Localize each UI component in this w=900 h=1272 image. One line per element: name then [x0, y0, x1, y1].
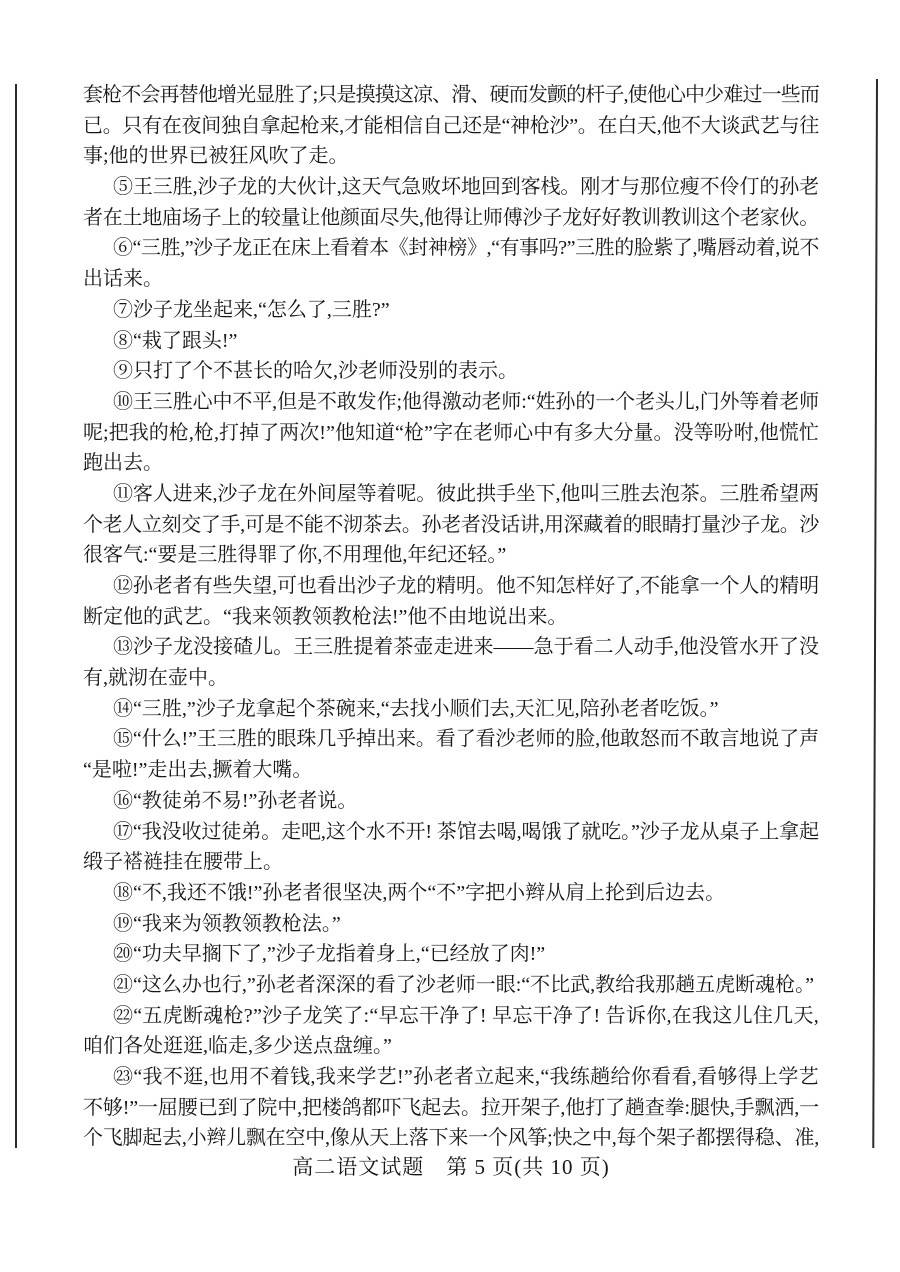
passage-line: ⑯“教徒弟不易!”孙老者说。 — [113, 789, 358, 812]
passage-line: 呢;把我的枪,枪,打掉了两次!”他知道“枪”字在老师心中有多大分量。没等吩咐,他慌忙 — [83, 421, 819, 444]
passage-line: 事;他的世界已被狂风吹了走。 — [83, 145, 349, 168]
passage-line: 不够!”一屈腰已到了院中,把楼鸽都吓飞起去。拉开架子,他打了趟查拳:腿快,手飘洒,一 — [83, 1096, 819, 1119]
passage-line: ⑦沙子龙坐起来,“怎么了,三胜?” — [113, 298, 390, 321]
passage-line: ⑧“栽了跟头!” — [113, 329, 238, 352]
passage-line: 个老人立刻交了手,可是不能不沏茶去。孙老者没话讲,用深藏着的眼睛打量沙子龙。沙 — [83, 513, 819, 536]
page-footer: 高二语文试题 第 5 页(共 10 页) — [292, 1155, 610, 1179]
passage-line: 者在土地庙场子上的较量让他颜面尽失,他得让师傅沙子龙好好教训教训这个老家伙。 — [83, 206, 819, 229]
passage-line: ⑪客人进来,沙子龙在外间屋等着呢。彼此拱手坐下,他叫三胜去泡茶。三胜希望两 — [113, 482, 820, 505]
passage-line: 出话来。 — [83, 268, 163, 291]
passage-line: 有,就沏在壶中。 — [83, 667, 228, 690]
passage-line: 缎子褡裢挂在腰带上。 — [83, 851, 283, 874]
passage-line: ⑲“我来为领教领教枪法。” — [113, 912, 341, 935]
passage-line: ⑫孙老者有些失望,可也看出沙子龙的精明。他不知怎样好了,不能拿一个人的精明 — [113, 575, 819, 597]
passage-line: ㉒“五虎断魂枪?”沙子龙笑了:“早忘干净了! 早忘干净了! 告诉你,在我这儿住几天, — [113, 1004, 819, 1027]
passage-line: ㉓“我不逛,也用不着钱,我来学艺!”孙老者立起来,“我练趟给你看看,看够得上学艺 — [113, 1066, 819, 1088]
passage-line: 已。只有在夜间独自拿起枪来,才能相信自己还是“神枪沙”。在白天,他不大谈武艺与往 — [83, 114, 819, 137]
passage-line: ㉑“这么办也行,”孙老者深深的看了沙老师一眼:“不比武,教给我那趟五虎断魂枪。” — [113, 973, 815, 996]
passage-line: ⑭“三胜,”沙子龙拿起个茶碗来,“去找小顺们去,天汇见,陪孙老者吃饭。” — [113, 697, 719, 720]
page-right-edge-line — [872, 79, 878, 1148]
passage-line: ⑮“什么!”王三胜的眼珠几乎掉出来。看了看沙老师的脸,他敢怒而不敢言地说了声 — [113, 728, 819, 751]
passage-line: ⑳“功夫早搁下了,”沙子龙指着身上,“已经放了肉!” — [113, 943, 546, 966]
page-left-edge-line — [15, 84, 17, 1148]
passage-line: ⑰“我没收过徒弟。走吧,这个水不开! 茶馆去喝,喝饿了就吃。”沙子龙从桌子上拿起 — [113, 820, 819, 843]
passage-text — [83, 80, 819, 1154]
passage-line: “是啦!”走出去,撅着大嘴。 — [83, 759, 313, 782]
passage-line: 很客气:“要是三胜得罪了你,不用理他,年纪还轻。” — [83, 544, 507, 567]
passage-line: 断定他的武艺。“我来领教领教枪法!”他不由地说出来。 — [83, 605, 568, 628]
passage-line: ⑩王三胜心中不平,但是不敢发作;他得激动老师:“姓孙的一个老头儿,门外等着老师 — [113, 390, 819, 413]
passage-line: 跑出去。 — [83, 452, 163, 475]
passage-line: ⑬沙子龙没接碴儿。王三胜提着茶壶走进来——急于看二人动手,他没管水开了没 — [113, 636, 819, 659]
passage-line: ⑨只打了个不甚长的哈欠,沙老师没别的表示。 — [113, 360, 518, 383]
passage-line: 咱们各处逛逛,临走,多少送点盘缠。” — [83, 1035, 392, 1058]
passage-line: ⑤王三胜,沙子龙的大伙计,这天气急败坏地回到客栈。刚才与那位瘦不伶仃的孙老 — [113, 176, 819, 199]
passage-line: ⑥“三胜,”沙子龙正在床上看着本《封神榜》,“有事吗?”三胜的脸紫了,嘴唇动着,说不 — [113, 237, 819, 260]
passage-line: ⑱“不,我还不饿!”孙老者很坚决,两个“不”字把小辫从肩上抡到后边去。 — [113, 881, 726, 904]
passage-line: 套枪不会再替他增光显胜了;只是摸摸这凉、滑、硬而发颤的杆子,使他心中少难过一些而 — [83, 84, 819, 106]
passage-line: 个飞脚起去,小辫儿飘在空中,像从天上落下来一个风筝;快之中,每个架子都摆得稳、准, — [83, 1127, 819, 1150]
